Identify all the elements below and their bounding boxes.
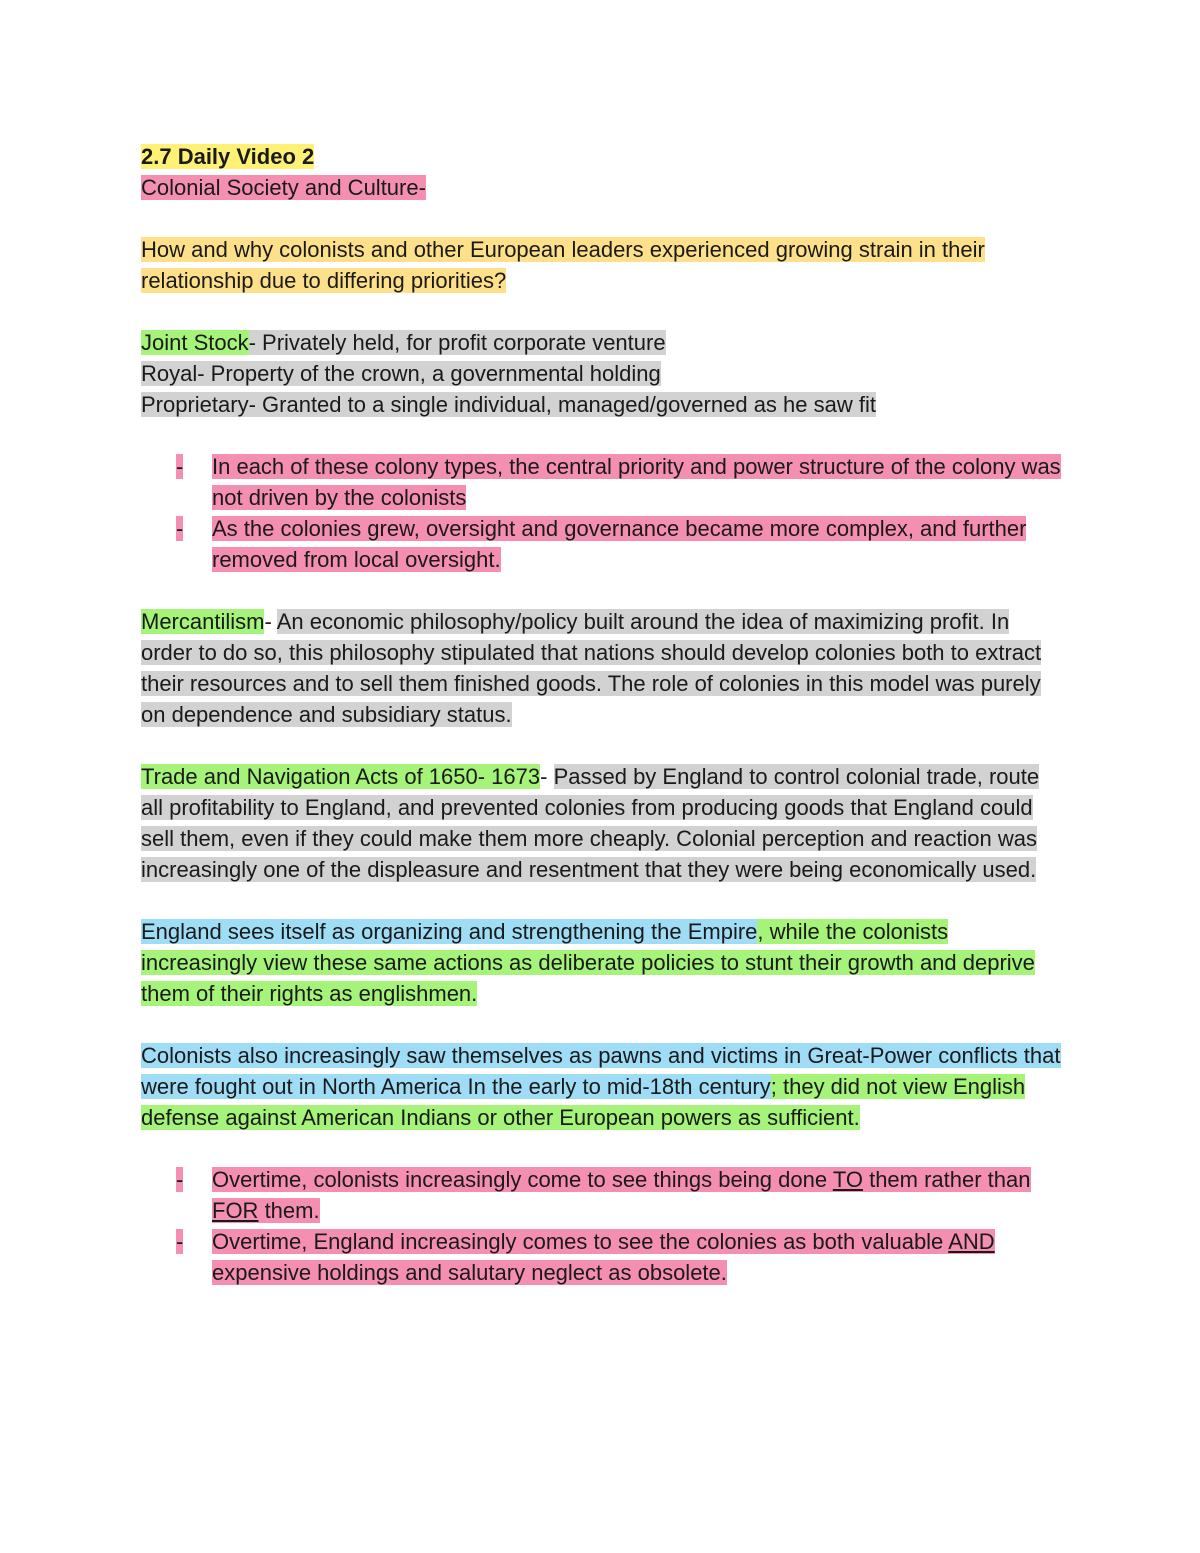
dash-bullet: - bbox=[176, 1229, 184, 1254]
dash-bullet: - bbox=[176, 454, 184, 479]
colonists-view-paragraph bbox=[141, 1040, 1061, 1133]
list-item bbox=[141, 1164, 1061, 1226]
colony-bullet-list bbox=[141, 451, 1061, 575]
page-subtitle: Colonial Society and Culture- bbox=[141, 175, 426, 200]
page-title: 2.7 Daily Video 2 bbox=[141, 144, 315, 169]
england-view-part1: England sees itself as organizing and strengthening the Empire bbox=[141, 919, 758, 944]
england-view-paragraph bbox=[141, 916, 1061, 1009]
term-mercantilism: Mercantilism bbox=[141, 609, 265, 634]
spacer bbox=[141, 420, 1061, 451]
spacer bbox=[141, 730, 1061, 761]
emphasis-and: AND bbox=[948, 1229, 995, 1254]
document-body bbox=[141, 141, 1061, 1288]
guiding-question bbox=[141, 234, 1061, 296]
term-joint-stock: Joint Stock bbox=[141, 330, 249, 355]
bullet-text: Overtime, colonists increasingly come to see things being done TO them rather than FOR them. bbox=[212, 1167, 1031, 1223]
spacer bbox=[141, 1133, 1061, 1164]
definition-navigation-acts: Passed by England to control colonial trade, route all profitability to England, and prevented colonies from producing goods that England could sell them, even if they could make them more cheaply. Colonial perception and reaction was increasingly one of the displeasure and resentment that they were being economically used. bbox=[141, 764, 1040, 882]
mercantilism-paragraph bbox=[141, 606, 1061, 730]
emphasis-to: TO bbox=[832, 1167, 863, 1192]
list-item bbox=[141, 1226, 1061, 1288]
dash-bullet: - bbox=[176, 1167, 184, 1192]
spacer bbox=[141, 885, 1061, 916]
spacer bbox=[141, 575, 1061, 606]
navigation-acts-paragraph bbox=[141, 761, 1061, 885]
separator: - bbox=[264, 609, 277, 634]
separator: - bbox=[540, 764, 554, 789]
list-item bbox=[141, 513, 1061, 575]
dash-bullet: - bbox=[176, 516, 184, 541]
guiding-question-text: How and why colonists and other European leaders experienced growing strain in their relationship due to differing priorities? bbox=[141, 237, 985, 293]
spacer bbox=[141, 296, 1061, 327]
term-navigation-acts: Trade and Navigation Acts of 1650- 1673 bbox=[141, 764, 541, 789]
definition-joint-stock: - Privately held, for profit corporate venture bbox=[248, 330, 666, 355]
subtitle-line bbox=[141, 172, 1061, 203]
definition-proprietary: Proprietary- Granted to a single individual, managed/governed as he saw fit bbox=[141, 392, 876, 417]
bullet-text: In each of these colony types, the central priority and power structure of the colony was not driven by the colonists bbox=[212, 454, 1061, 510]
england-view-part2: , while the colonists increasingly view these same actions as deliberate policies to stunt their growth and deprive them of their rights as englishmen. bbox=[141, 919, 1035, 1006]
colony-type-royal bbox=[141, 358, 1061, 389]
spacer bbox=[141, 203, 1061, 234]
bullet-text: Overtime, England increasingly comes to see the colonies as both valuable AND expensive holdings and salutary neglect as obsolete. bbox=[212, 1229, 995, 1285]
definition-royal: Royal- Property of the crown, a governmental holding bbox=[141, 361, 661, 386]
list-item bbox=[141, 451, 1061, 513]
final-bullet-list bbox=[141, 1164, 1061, 1288]
colonists-view-part1: Colonists also increasingly saw themselves as pawns and victims in Great-Power conflicts that were fought out in North America In the early to mid-18th century bbox=[141, 1043, 1061, 1099]
definition-mercantilism: An economic philosophy/policy built around the idea of maximizing profit. In order to do so, this philosophy stipulated that nations should develop colonies both to extract their resources and to sell them finished goods. The role of colonies in this model was purely on dependence and subsidiary status. bbox=[141, 609, 1042, 727]
title-line bbox=[141, 141, 1061, 172]
emphasis-for: FOR bbox=[212, 1198, 259, 1223]
bullet-text: As the colonies grew, oversight and governance became more complex, and further removed from local oversight. bbox=[212, 516, 1027, 572]
colony-type-joint-stock bbox=[141, 327, 1061, 358]
colonists-view-part2: ; they did not view English defense against American Indians or other European powers as sufficient. bbox=[141, 1074, 1026, 1130]
spacer bbox=[141, 1009, 1061, 1040]
colony-type-proprietary bbox=[141, 389, 1061, 420]
